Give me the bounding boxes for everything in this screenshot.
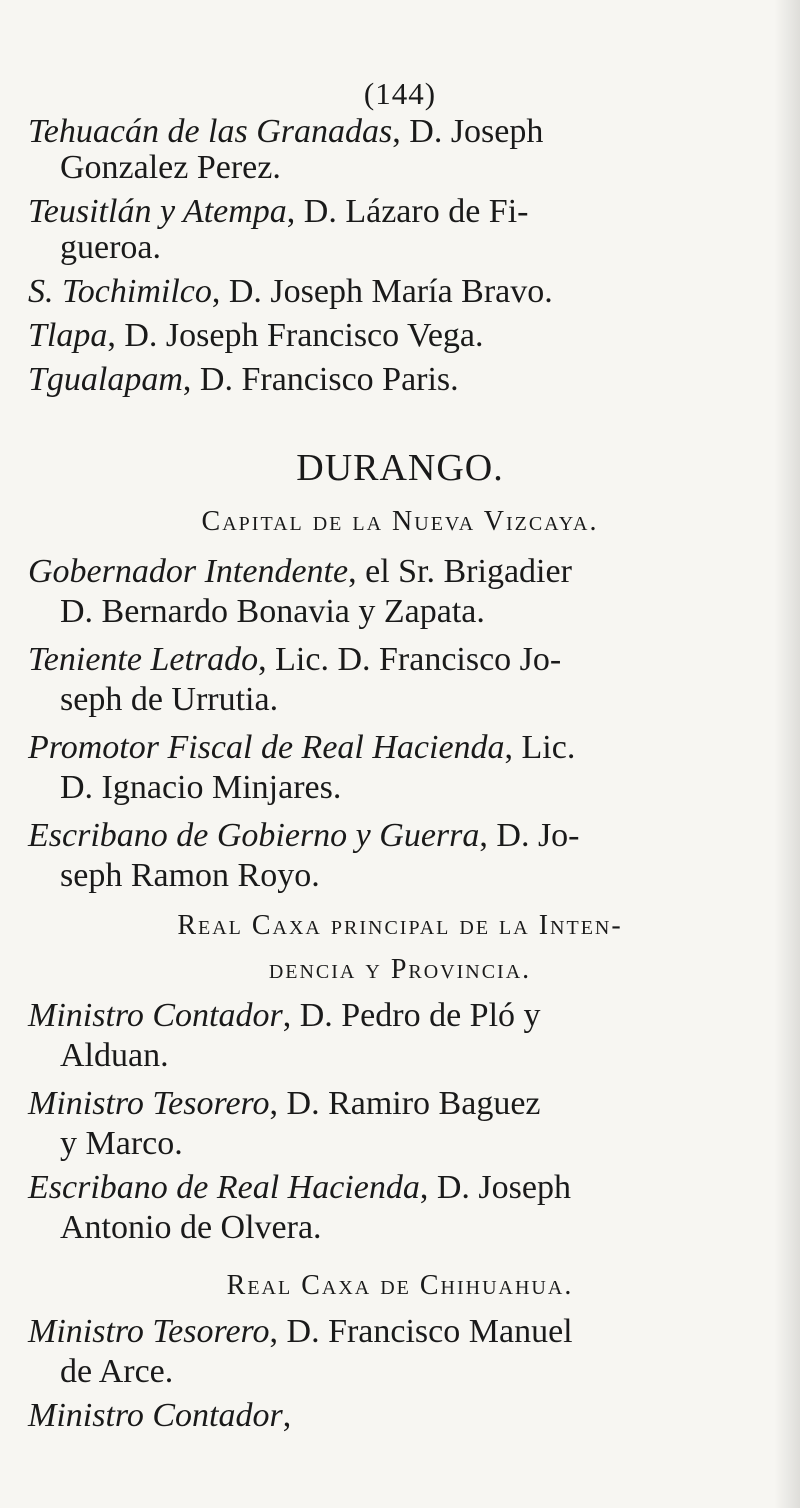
text-line-3	[28, 192, 528, 232]
text-line-4	[60, 228, 161, 268]
text-line-5	[28, 272, 553, 312]
text-segment: DURANGO.	[296, 447, 504, 489]
text-segment: Alduan.	[60, 1037, 169, 1074]
text-line-2	[60, 148, 281, 188]
text-segment: Teniente Letrado	[28, 641, 259, 678]
text-line-7	[28, 360, 459, 400]
text-segment: , D. Francisco Paris.	[182, 361, 459, 398]
text-line-9	[0, 500, 800, 542]
text-segment: , el Sr. Brigadier	[348, 553, 572, 590]
text-line-18	[0, 904, 800, 946]
text-segment: Gobernador Intendente	[28, 553, 349, 590]
text-segment: de Arce.	[60, 1353, 174, 1390]
text-line-20	[28, 996, 541, 1036]
text-segment: y Marco.	[60, 1125, 183, 1162]
text-segment: gueroa.	[60, 229, 162, 266]
text-segment: D. Ignacio Minjares.	[60, 769, 342, 806]
text-line-14	[28, 728, 575, 768]
text-line-29	[28, 1396, 291, 1436]
text-segment: , D. Joseph	[392, 113, 544, 150]
text-line-6	[28, 316, 484, 356]
page-number: (144)	[363, 76, 437, 111]
text-segment: D. Bernardo Bonavia y Zapata.	[60, 593, 485, 630]
text-segment: , Lic. D. Francisco Jo-	[258, 641, 562, 678]
text-segment: Tgualapam	[28, 361, 183, 398]
text-line-1	[28, 112, 543, 152]
text-line-16	[28, 816, 580, 856]
text-line-17	[60, 856, 320, 896]
text-segment: seph de Urrutia.	[60, 681, 279, 718]
text-segment: Ministro Contador	[28, 1397, 283, 1434]
text-segment: Promotor Fiscal de Real Hacienda	[28, 729, 505, 766]
text-segment: , D. Joseph	[419, 1169, 571, 1206]
text-segment: Escribano de Gobierno y Guerra	[28, 817, 480, 854]
text-segment: Real Caxa principal de la Inten-	[177, 910, 623, 941]
text-line-11	[60, 592, 485, 632]
text-line-24	[28, 1168, 571, 1208]
text-line-19	[0, 948, 800, 990]
text-segment: Ministro Tesorero	[28, 1085, 270, 1122]
text-segment: , D. Ramiro Baguez	[269, 1085, 541, 1122]
text-line-12	[28, 640, 561, 680]
text-segment: , D. Joseph María Bravo.	[211, 273, 553, 310]
text-line-13	[60, 680, 278, 720]
text-segment: , D. Pedro de Pló y	[282, 997, 541, 1034]
text-line-21	[60, 1036, 169, 1076]
text-segment: seph Ramon Royo.	[60, 857, 320, 894]
text-segment: Tlapa	[28, 317, 108, 354]
text-segment: Tehuacán de las Granadas	[28, 113, 393, 150]
text-line-15	[60, 768, 341, 808]
text-segment: Teusitlán y Atempa	[28, 193, 287, 230]
text-line-27	[28, 1312, 573, 1352]
text-segment: Capital de la Nueva Vizcaya.	[201, 506, 599, 537]
text-segment: , Lic.	[504, 729, 576, 766]
text-segment: , D. Jo-	[479, 817, 580, 854]
text-line-26	[0, 1264, 800, 1306]
text-line-10	[28, 552, 572, 592]
text-line-22	[28, 1084, 541, 1124]
text-line-23	[60, 1124, 183, 1164]
text-segment: ,	[282, 1397, 292, 1434]
text-segment: S. Tochimilco	[28, 273, 212, 310]
text-segment: Escribano de Real Hacienda	[28, 1169, 420, 1206]
text-line-28	[60, 1352, 173, 1392]
text-segment: Ministro Contador	[28, 997, 283, 1034]
text-segment: Antonio de Olvera.	[60, 1209, 322, 1246]
text-segment: , D. Joseph Francisco Vega.	[107, 317, 484, 354]
text-segment: dencia y Provincia.	[268, 954, 532, 985]
text-line-8	[0, 448, 800, 490]
text-segment: Real Caxa de Chihuahua.	[226, 1270, 574, 1301]
text-segment: , D. Lázaro de Fi-	[286, 193, 529, 230]
text-segment: Ministro Tesorero	[28, 1313, 270, 1350]
text-segment: Gonzalez Perez.	[60, 149, 281, 186]
text-line-25	[60, 1208, 322, 1248]
text-segment: , D. Francisco Manuel	[269, 1313, 573, 1350]
